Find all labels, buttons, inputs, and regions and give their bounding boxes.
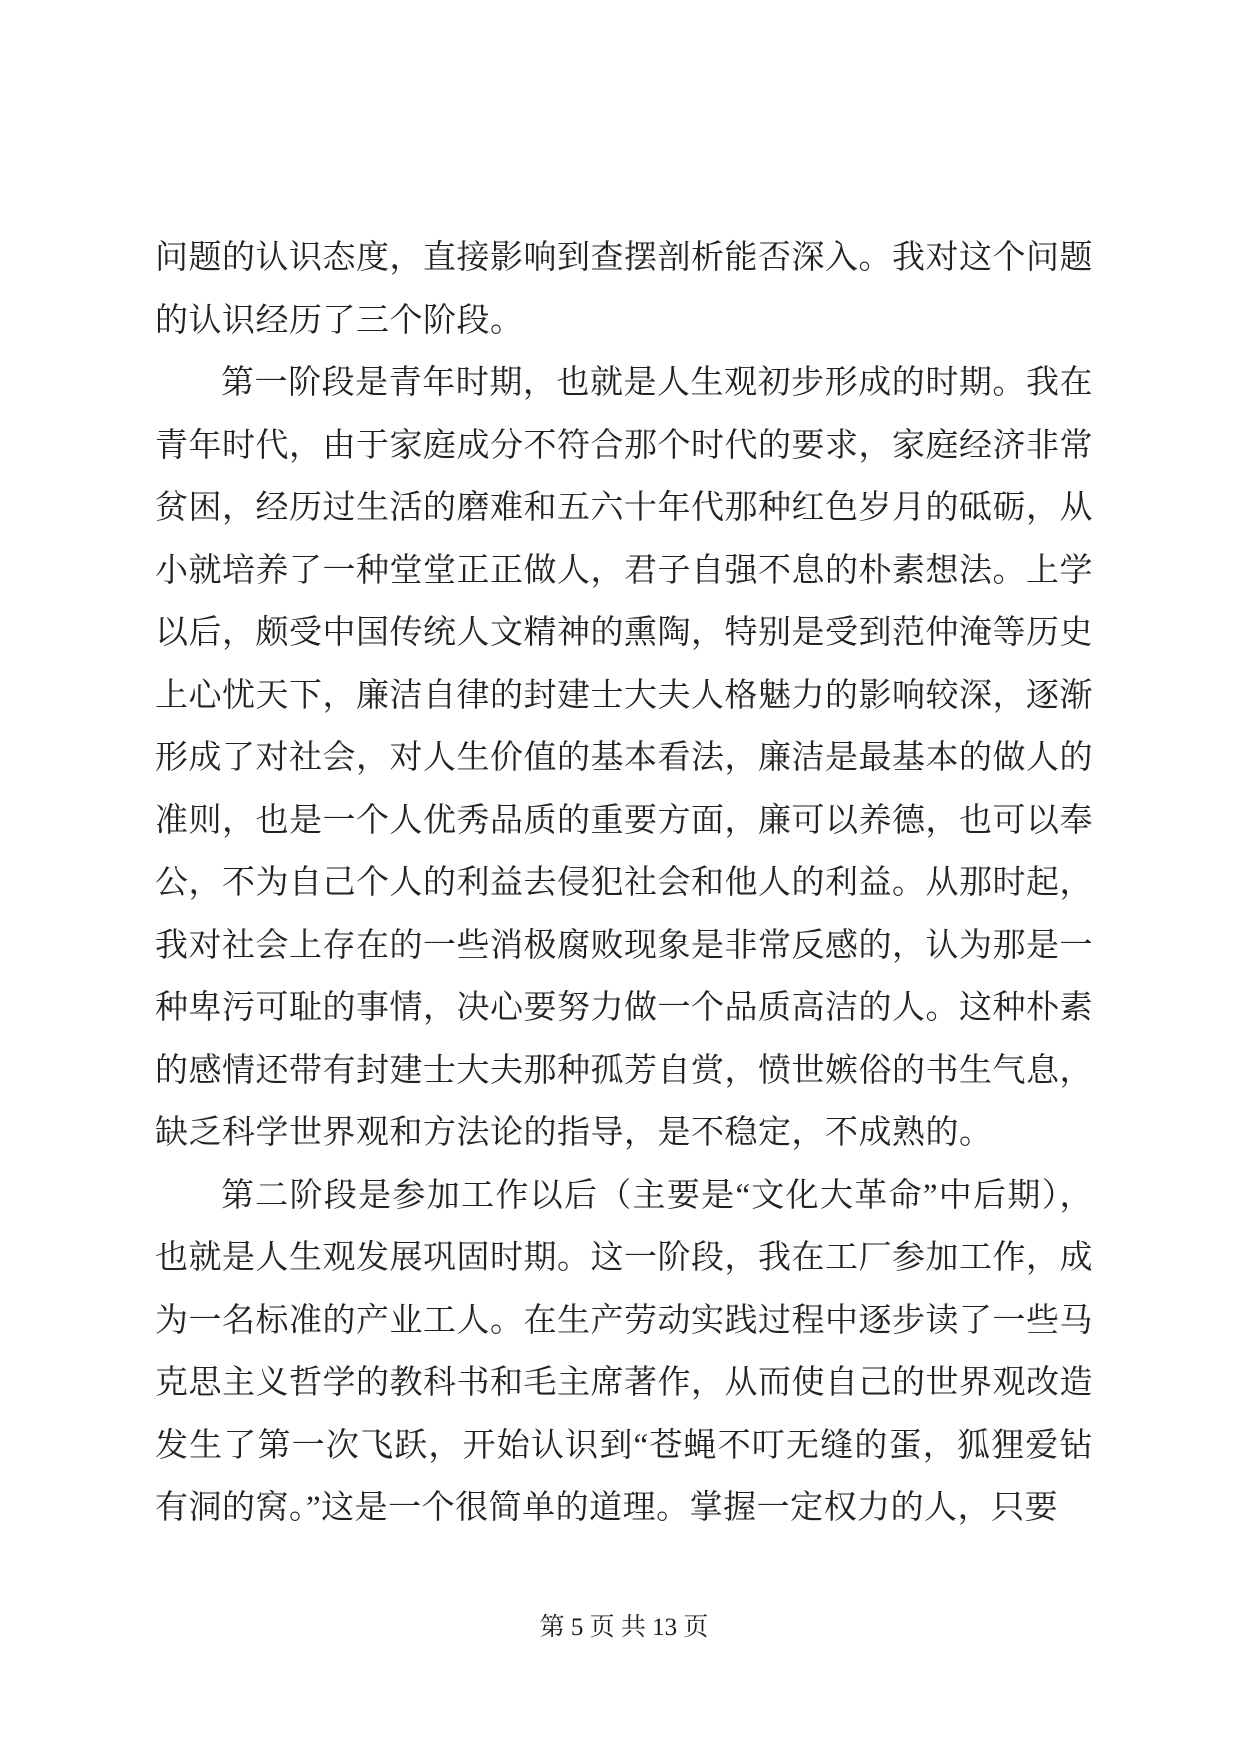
paragraph-continued: 问题的认识态度，直接影响到查摆剖析能否深入。我对这个问题的认识经历了三个阶段。 — [155, 240, 1093, 339]
paragraph-second-stage: 第二阶段是参加工作以后（主要是“文化大革命”中后期），也就是人生观发展巩固时期。这一阶段，我在工厂参加工作，成为一名标准的产业工人。在生产劳动实践过程中逐步读了一些马克思主义哲学的教科书和毛主席著作，从而使自己的世界观改造发生了第一次飞跃，开始认识到“苍蝇不叮无缝的蛋，狐狸爱钻有洞的窝。”这是一个很简单的道理。掌握一定权力的人，只要 — [155, 1177, 1093, 1526]
paragraph-first-stage: 第一阶段是青年时期，也就是人生观初步形成的时期。我在青年时代，由于家庭成分不符合那个时代的要求，家庭经济非常贫困，经历过生活的磨难和五六十年代那种红色岁月的砥砺，从小就培养了一种堂堂正正做人，君子自强不息的朴素想法。上学以后，颇受中国传统人文精神的熏陶，特别是受到范仲淹等历史上心忧天下，廉洁自律的封建士大夫人格魅力的影响较深，逐渐形成了对社会，对人生价值的基本看法，廉洁是最基本的做人的准则，也是一个人优秀品质的重要方面，廉可以养德，也可以奉公，不为自己个人的利益去侵犯社会和他人的利益。从那时起，我对社会上存在的一些消极腐败现象是非常反感的，认为那是一种卑污可耻的事情，决心要努力做一个品质高洁的人。这种朴素的感情还带有封建士大夫那种孤芳自赏，愤世嫉俗的书生气息，缺乏科学世界观和方法论的指导，是不稳定，不成熟的。 — [155, 365, 1093, 1151]
page-text-block — [155, 227, 1093, 1540]
page-footer: 第 5 页 共 13 页 — [539, 1614, 709, 1641]
